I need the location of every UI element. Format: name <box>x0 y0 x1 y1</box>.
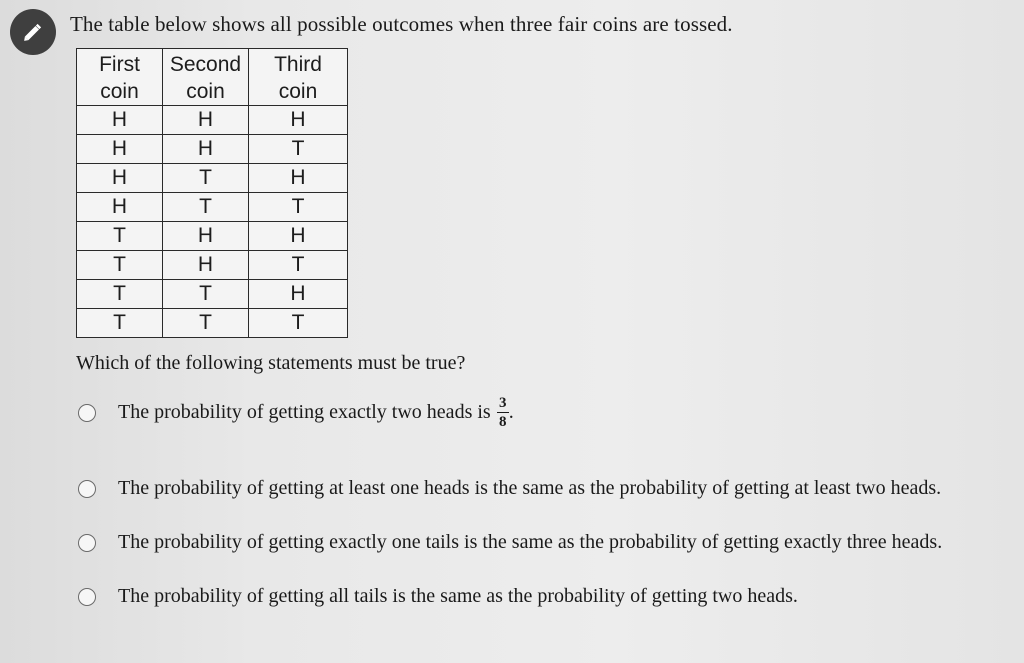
table-cell: H <box>249 164 348 193</box>
table-cell: T <box>249 309 348 338</box>
table-cell: H <box>77 135 163 164</box>
table-cell: H <box>163 222 249 251</box>
answer-option-3[interactable] <box>78 531 942 554</box>
header-second-coin: Second coin <box>163 49 249 106</box>
table-row <box>77 251 348 280</box>
radio-button[interactable] <box>78 534 96 552</box>
table-cell: T <box>77 222 163 251</box>
table-row <box>77 222 348 251</box>
pencil-badge <box>10 9 56 55</box>
table-row <box>77 135 348 164</box>
table-row <box>77 164 348 193</box>
answer-option-1[interactable] <box>78 395 514 430</box>
option-text: The probability of getting all tails is the same as the probability of getting two heads. <box>118 585 798 607</box>
answer-option-4[interactable] <box>78 585 798 608</box>
fraction-bar <box>497 412 509 413</box>
table-cell: T <box>77 251 163 280</box>
header-third-coin: Third coin <box>249 49 348 106</box>
table-cell: H <box>77 164 163 193</box>
table-row <box>77 193 348 222</box>
table-cell: H <box>163 251 249 280</box>
table-header-row <box>77 49 348 106</box>
option-text: The probability of getting exactly one tails is the same as the probability of getting exactly three heads. <box>118 531 943 553</box>
table-row <box>77 106 348 135</box>
fraction <box>497 395 509 430</box>
outcomes-table <box>76 48 348 338</box>
header-first-coin: First coin <box>77 49 163 106</box>
question-prompt: The table below shows all possible outcomes when three fair coins are tossed. <box>70 12 733 36</box>
table-cell: T <box>77 309 163 338</box>
table-cell: H <box>77 106 163 135</box>
radio-button[interactable] <box>78 404 96 422</box>
table-row <box>77 309 348 338</box>
option-text: The probability of getting at least one heads is the same as the probability of getting at least two heads. <box>118 477 942 499</box>
fraction-numerator: 3 <box>498 395 507 411</box>
option-text: The probability of getting exactly two heads is <box>118 401 491 423</box>
table-cell: H <box>77 193 163 222</box>
table-cell: T <box>163 164 249 193</box>
radio-button[interactable] <box>78 480 96 498</box>
table-cell: T <box>163 309 249 338</box>
table-cell: T <box>77 280 163 309</box>
radio-button[interactable] <box>78 588 96 606</box>
table-cell: H <box>249 106 348 135</box>
table-cell: T <box>249 135 348 164</box>
question-text: Which of the following statements must be true? <box>76 352 466 374</box>
fraction-denominator: 8 <box>498 414 507 430</box>
table-cell: H <box>163 106 249 135</box>
option-suffix: . <box>508 401 514 423</box>
table-cell: H <box>249 222 348 251</box>
table-cell: T <box>249 193 348 222</box>
table-cell: H <box>163 135 249 164</box>
table-cell: T <box>163 280 249 309</box>
table-cell: H <box>249 280 348 309</box>
table-cell: T <box>163 193 249 222</box>
pencil-icon <box>20 19 46 45</box>
table-cell: T <box>249 251 348 280</box>
table-row <box>77 280 348 309</box>
answer-option-2[interactable] <box>78 477 941 500</box>
